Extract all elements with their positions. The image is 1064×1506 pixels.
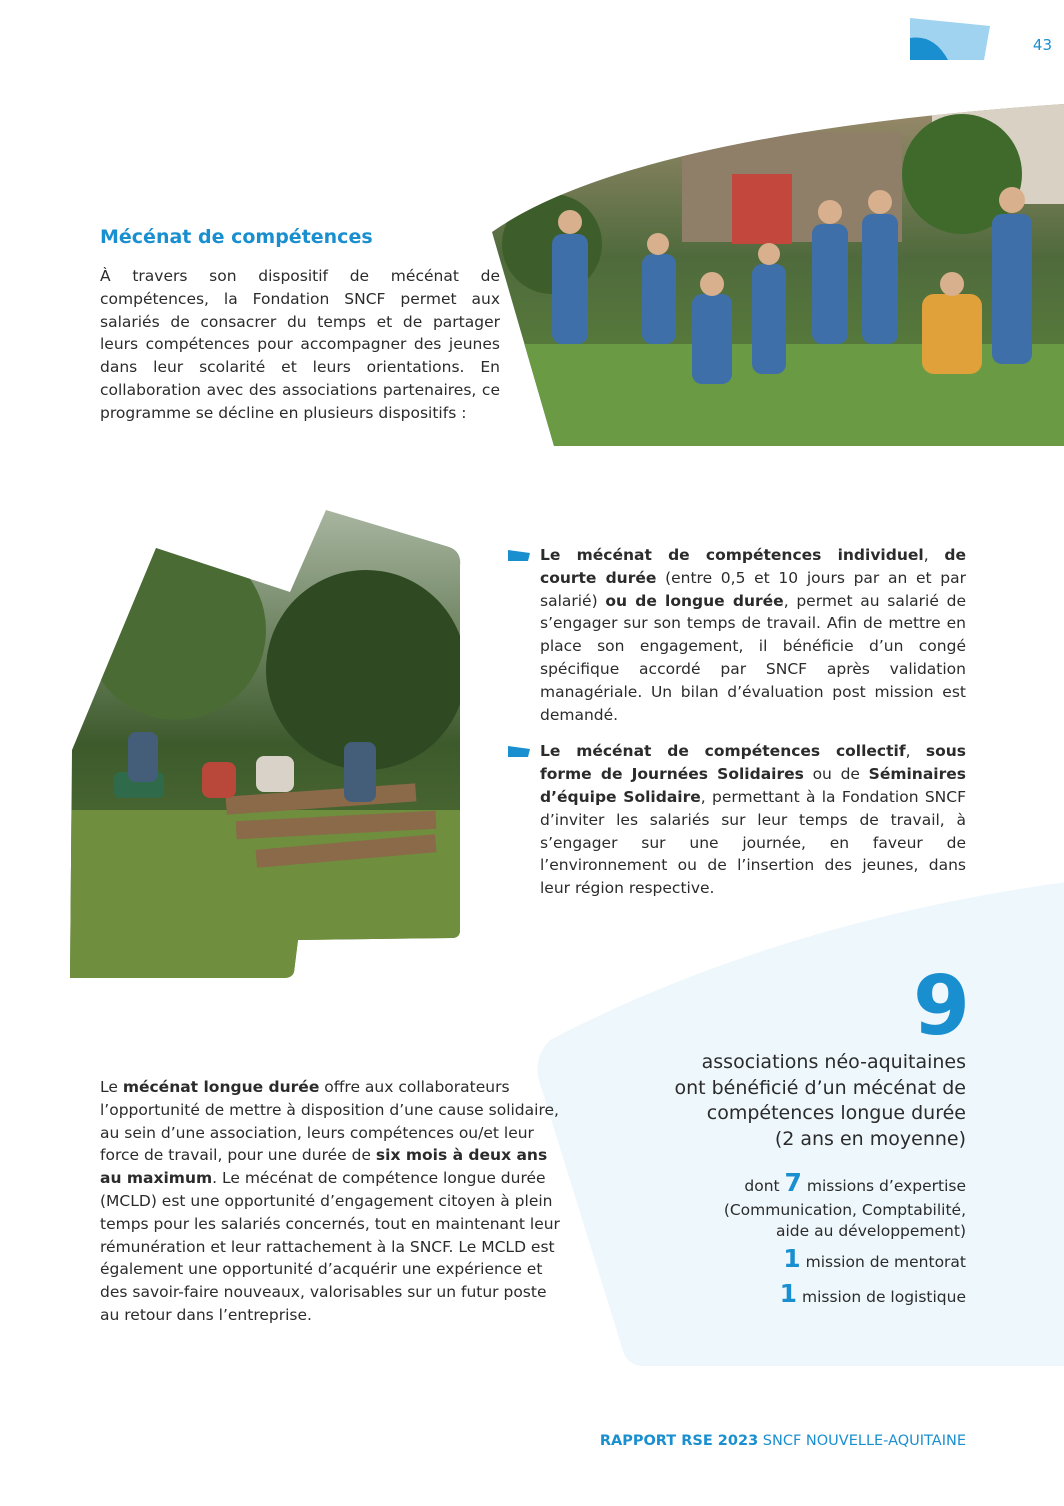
page-number: 43 (1032, 36, 1052, 54)
bullet-text: , permet au salarié de s’engager sur son temps de travail. Afin de mettre en place son engagement, il bénéficie d’un congé spécifique accordé par SNCF après validation managériale. Un bilan d’évaluation post mission est demandé. (540, 591, 966, 724)
bullet-marker-icon (508, 550, 530, 561)
bullet-collective-program (508, 740, 966, 900)
stat-line: compétences longue durée (706, 1102, 966, 1124)
bullet-bold-text: ou de longue durée (605, 591, 784, 610)
bullet-text: (entre 0,5 et 10 jours par an et par salarié) (540, 568, 966, 610)
stat-expertise-text: missions d’expertise (801, 1177, 966, 1195)
stat-line: associations néo-aquitaines (701, 1051, 966, 1073)
stat-expertise-detail-2: aide au développement) (775, 1222, 966, 1240)
stat-expertise-number: 7 (784, 1168, 802, 1197)
group-photo (492, 104, 1064, 446)
bullet-bold-text: Le mécénat de compétences collectif (540, 742, 906, 761)
long-term-paragraph (100, 1076, 568, 1327)
bullet-text: , (905, 742, 926, 761)
stat-line: (2 ans en moyenne) (774, 1127, 966, 1150)
stat-logistics-number: 1 (779, 1279, 798, 1308)
program-bullet-list (508, 544, 966, 914)
bullet-text: , (923, 546, 945, 564)
paragraph-bold-text: mécénat longue durée (122, 1078, 320, 1096)
bullet-bold-text: sous forme de Journées Solidaires (540, 742, 966, 784)
paragraph-bold-text: six mois à deux ans au maximum (100, 1146, 548, 1188)
paragraph-text: offre aux collaborateurs l’opportunité de mettre à disposition d’une cause solidaire, au sein d’une association, leurs compétences ou/et leur force de travail, pour une durée de (100, 1078, 559, 1165)
garden-work-photo (66, 510, 462, 978)
stat-line: ont bénéficié d’un mécénat de (674, 1076, 966, 1099)
bullet-bold-text: Le mécénat de compétences individuel (540, 546, 924, 564)
bullet-text: , permettant à la Fondation SNCF d’inviter les salariés sur leur temps de travail, à s’engager sur une journée, en faveur de l’environnement ou de l’insertion des jeunes, dans leur région respective. (540, 787, 967, 898)
stat-mentoring (636, 1244, 966, 1273)
stat-logistics-text: mission de logistique (797, 1288, 966, 1306)
footer-bold: RAPPORT RSE 2023 (599, 1433, 759, 1449)
page-tab-logo (908, 16, 992, 62)
bullet-marker-icon (508, 746, 530, 757)
paragraph-text: Le (100, 1078, 123, 1096)
bullet-individual-program (508, 544, 966, 726)
stat-logistics (636, 1279, 966, 1308)
bullet-bold-text: de courte durée (540, 546, 966, 587)
bullet-bold-text: Séminaires d’équipe Solidaire (540, 765, 966, 806)
stat-prefix: dont (744, 1177, 785, 1195)
bullet-text: ou de (803, 765, 869, 784)
stat-expertise-detail-1: (Communication, Comptabilité, (723, 1201, 966, 1219)
stat-mentoring-number: 1 (783, 1244, 801, 1273)
paragraph-text: . Le mécénat de compétence longue durée (MCLD) est une opportunité d’engagement citoyen à plein temps pour les salariés concernés, tout en maintenant leur rémunération et leur rattachement à la SNCF. Le MCLD est également une opportunité d’acquérir une expérience et des savoir-faire nouveaux, valorisables sur un futur poste au retour dans l’entreprise. (100, 1169, 560, 1324)
footer-report-title (560, 1433, 966, 1449)
stat-main-number: 9 (912, 959, 970, 1054)
intro-paragraph: À travers son dispositif de mécénat de compétences, la Fondation SNCF permet aux salariés de consacrer du temps et de partager leurs compétences pour accompagner des jeunes dans leur scolarité et leurs orientations. En collaboration avec des associations partenaires, ce programme se décline en plusieurs dispositifs : (100, 267, 500, 422)
footer-rest: SNCF NOUVELLE-AQUITAINE (758, 1433, 966, 1449)
stat-main-description (640, 1050, 966, 1152)
stat-mentoring-text: mission de mentorat (800, 1253, 966, 1271)
stat-expertise (636, 1168, 966, 1197)
section-title: Mécénat de compétences (100, 226, 373, 248)
